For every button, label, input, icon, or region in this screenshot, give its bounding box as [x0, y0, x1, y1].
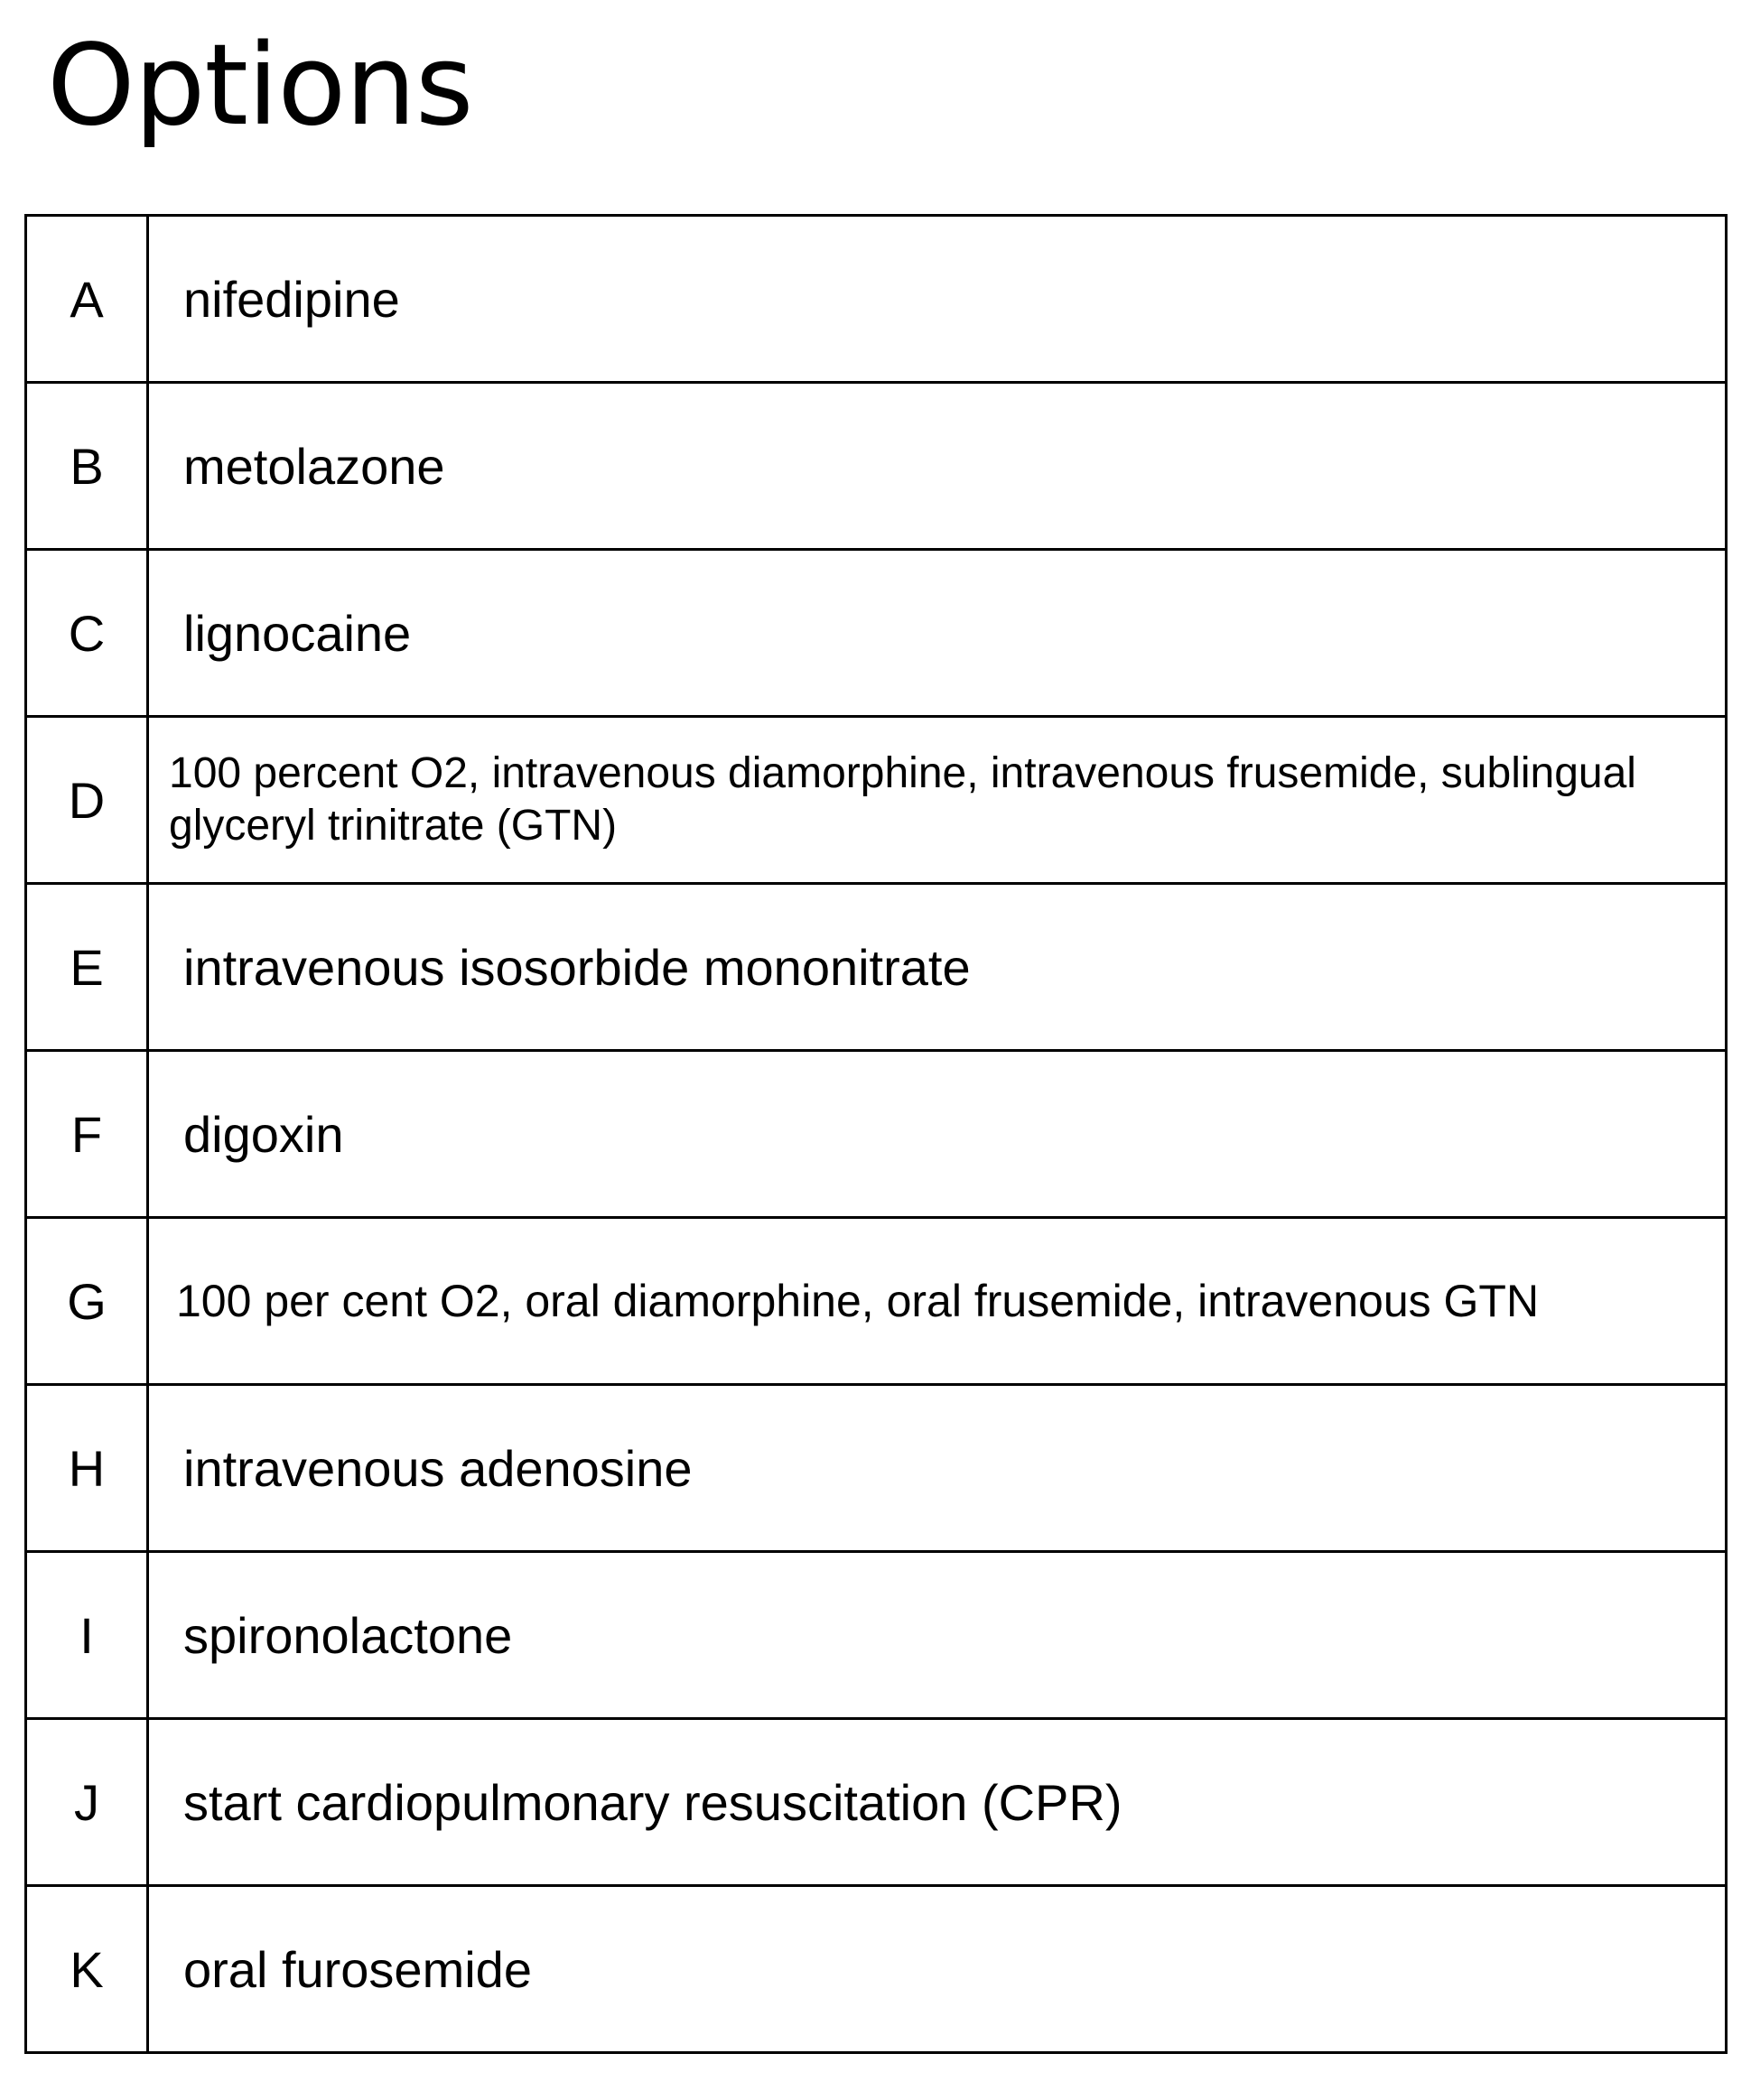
option-row-g: [26, 1218, 1727, 1385]
option-letter: D: [26, 717, 148, 884]
option-letter: H: [26, 1385, 148, 1552]
options-table: [24, 214, 1728, 2054]
option-text: 100 percent O2, intravenous diamorphine, intravenous frusemide, sublingual glyceryl trinitrate (GTN): [148, 717, 1727, 884]
option-row-h: [26, 1385, 1727, 1552]
option-row-a: [26, 216, 1727, 383]
option-letter: F: [26, 1051, 148, 1218]
option-letter: A: [26, 216, 148, 383]
option-letter: E: [26, 884, 148, 1051]
option-text: start cardiopulmonary resuscitation (CPR): [148, 1719, 1727, 1886]
option-text: oral furosemide: [148, 1886, 1727, 2053]
option-text: spironolactone: [148, 1552, 1727, 1719]
option-row-k: [26, 1886, 1727, 2053]
option-letter: B: [26, 383, 148, 550]
option-text: metolazone: [148, 383, 1727, 550]
option-row-e: [26, 884, 1727, 1051]
option-row-f: [26, 1051, 1727, 1218]
option-letter: K: [26, 1886, 148, 2053]
option-text: intravenous adenosine: [148, 1385, 1727, 1552]
option-row-i: [26, 1552, 1727, 1719]
option-row-j: [26, 1719, 1727, 1886]
option-text: nifedipine: [148, 216, 1727, 383]
option-row-d: [26, 717, 1727, 884]
option-letter: I: [26, 1552, 148, 1719]
option-text: digoxin: [148, 1051, 1727, 1218]
option-letter: C: [26, 550, 148, 717]
option-row-b: [26, 383, 1727, 550]
page-title: Options: [47, 21, 473, 151]
option-text: lignocaine: [148, 550, 1727, 717]
option-letter: J: [26, 1719, 148, 1886]
option-text: 100 per cent O2, oral diamorphine, oral frusemide, intravenous GTN: [148, 1218, 1727, 1385]
option-letter: G: [26, 1218, 148, 1385]
option-row-c: [26, 550, 1727, 717]
option-text: intravenous isosorbide mononitrate: [148, 884, 1727, 1051]
